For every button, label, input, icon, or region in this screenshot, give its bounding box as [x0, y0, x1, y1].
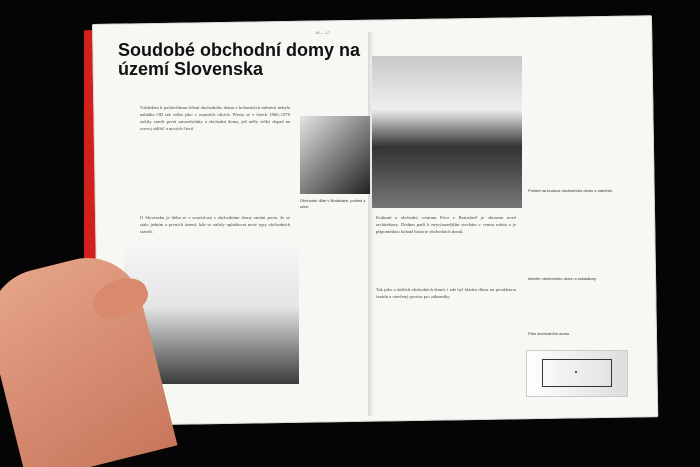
right-caption-1: Pohled na budovu obchodního domu z náměstí.	[528, 188, 613, 193]
plan-outline	[542, 359, 612, 387]
right-body-text: Kulturní a obchodní centrum Prior v Bratislavě je obrazem nové architektury. Dodnes patří k nejvýraznějším stavbám v centru města a je připomínkou bohaté historie obchodních domů.	[376, 215, 516, 234]
top-model-photo	[300, 116, 370, 194]
left-body-text-2: O Slovensku je třeba se v souvislosti s obchodními domy zmínit proto, že se stalo jedním z prvních území, kde se začaly uplatňovat nové typy obchodních staveb.	[140, 215, 290, 234]
left-body-text: Vzhledem k počátečnímu řešení obchodního domu v hořanských městech nebyla nabídka OD tak velká jako v ostatních obcích. Přesto se v letech 1960–1970 začaly stavět první samoobsluhy a obchodní domy, jež měly velký dopad na rozvoj sídlišť a nových čtvrtí.	[140, 105, 290, 131]
middle-caption: Obchodní dům v Bratislavě, pohled z ulice.	[300, 198, 366, 209]
street-photo	[372, 56, 522, 208]
plan-drawing	[526, 350, 628, 397]
right-caption-2: Interiér obchodního domu s eskalátory.	[528, 276, 597, 281]
page-number: 16 — 17	[315, 30, 331, 35]
plan-marker	[575, 371, 577, 373]
right-body-text-2: Tak jako u dalších obchodních domů, i zde byl kladen důraz na prosklenou fasádu a otevřený prostor pro zákazníky.	[376, 287, 516, 299]
page-title: Soudobé obchodní domy na území Slovenska	[118, 40, 360, 79]
right-caption-3: Plán obchodního domu.	[528, 331, 571, 336]
